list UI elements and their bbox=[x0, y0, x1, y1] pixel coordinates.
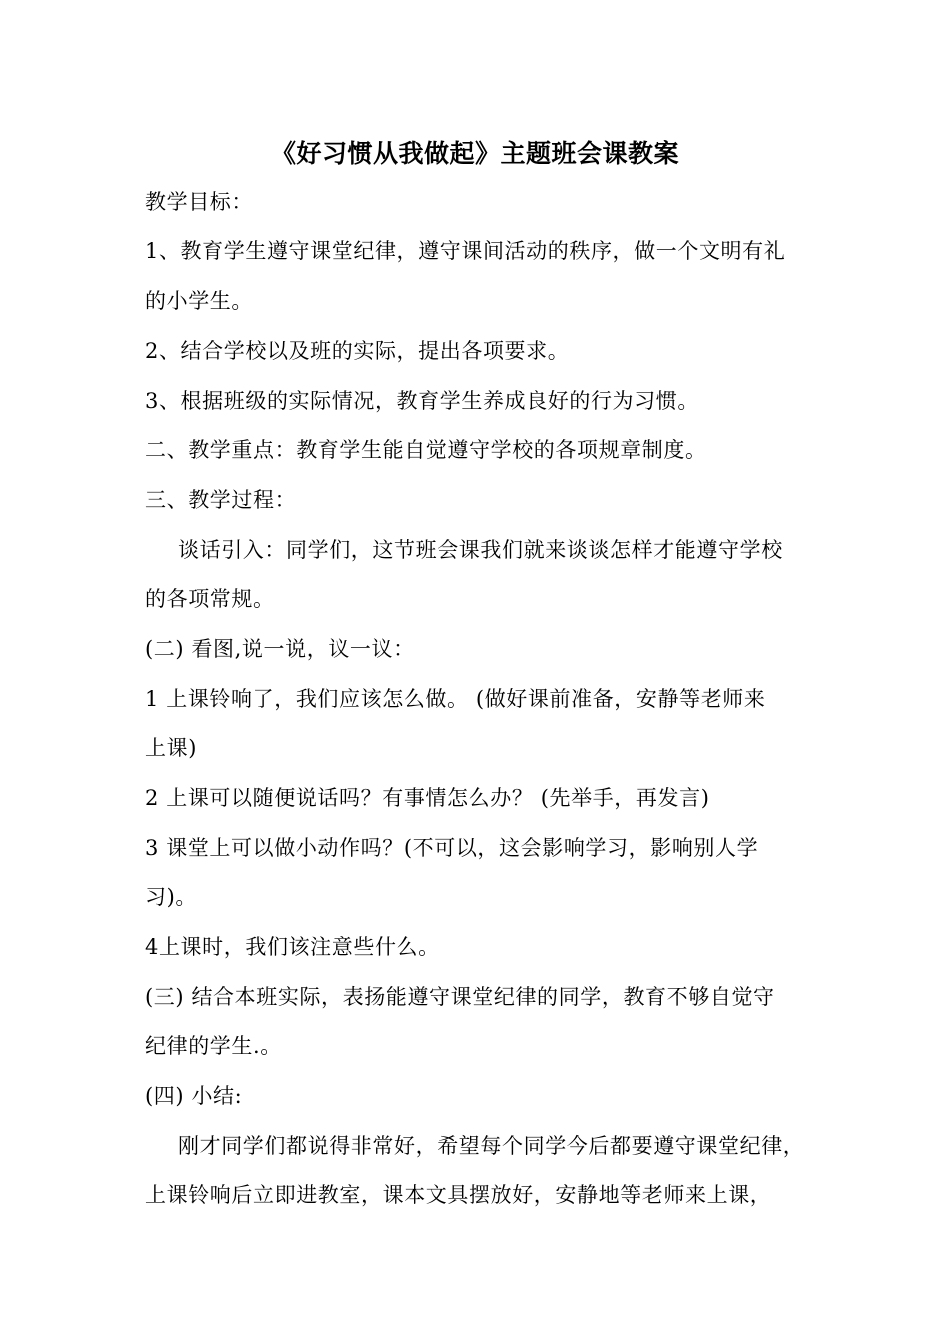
intro-paragraph-line-2: 的各项常规。 bbox=[145, 587, 275, 611]
objective-1-line-1: 1、教育学生遵守课堂纪律，遵守课间活动的秩序，做一个文明有礼 bbox=[145, 239, 786, 263]
question-3-line-2: 习)。 bbox=[145, 885, 197, 909]
subsection-heading-3-line-1: (三) 结合本班实际，表扬能遵守课堂纪律的同学，教育不够自觉守 bbox=[145, 985, 775, 1009]
subsection-heading-4: (四) 小结: bbox=[145, 1084, 243, 1108]
section-heading-objectives: 教学目标： bbox=[145, 190, 253, 214]
objective-3: 3、根据班级的实际情况，教育学生养成良好的行为习惯。 bbox=[145, 389, 699, 413]
objective-1-line-2: 的小学生。 bbox=[145, 289, 253, 313]
question-3-line-1: 3 课堂上可以做小动作吗？(不可以，这会影响学习，影响别人学 bbox=[145, 836, 759, 860]
question-2: 2 上课可以随便说话吗？有事情怎么办？ (先举手，再发言) bbox=[145, 786, 710, 810]
section-heading-key-points: 二、教学重点：教育学生能自觉遵守学校的各项规章制度。 bbox=[145, 438, 707, 462]
document-title: 《好习惯从我做起》主题班会课教案 bbox=[270, 139, 679, 168]
question-1-line-1: 1 上课铃响了，我们应该怎么做。 (做好课前准备，安静等老师来 bbox=[145, 687, 766, 711]
summary-paragraph-line-1: 刚才同学们都说得非常好，希望每个同学今后都要遵守课堂纪律， bbox=[178, 1134, 805, 1158]
objective-2: 2、结合学校以及班的实际，提出各项要求。 bbox=[145, 339, 570, 363]
question-4: 4上课时，我们该注意些什么。 bbox=[145, 935, 440, 959]
intro-paragraph-line-1: 谈话引入：同学们，这节班会课我们就来谈谈怎样才能遵守学校 bbox=[178, 538, 783, 562]
summary-paragraph-line-2: 上课铃响后立即进教室，课本文具摆放好，安静地等老师来上课， bbox=[145, 1183, 772, 1207]
subsection-heading-3-line-2: 纪律的学生.。 bbox=[145, 1034, 282, 1058]
question-1-line-2: 上课) bbox=[145, 736, 197, 760]
subsection-heading-2: (二) 看图,说一说，议一议： bbox=[145, 637, 415, 661]
section-heading-process: 三、教学过程： bbox=[145, 488, 297, 512]
